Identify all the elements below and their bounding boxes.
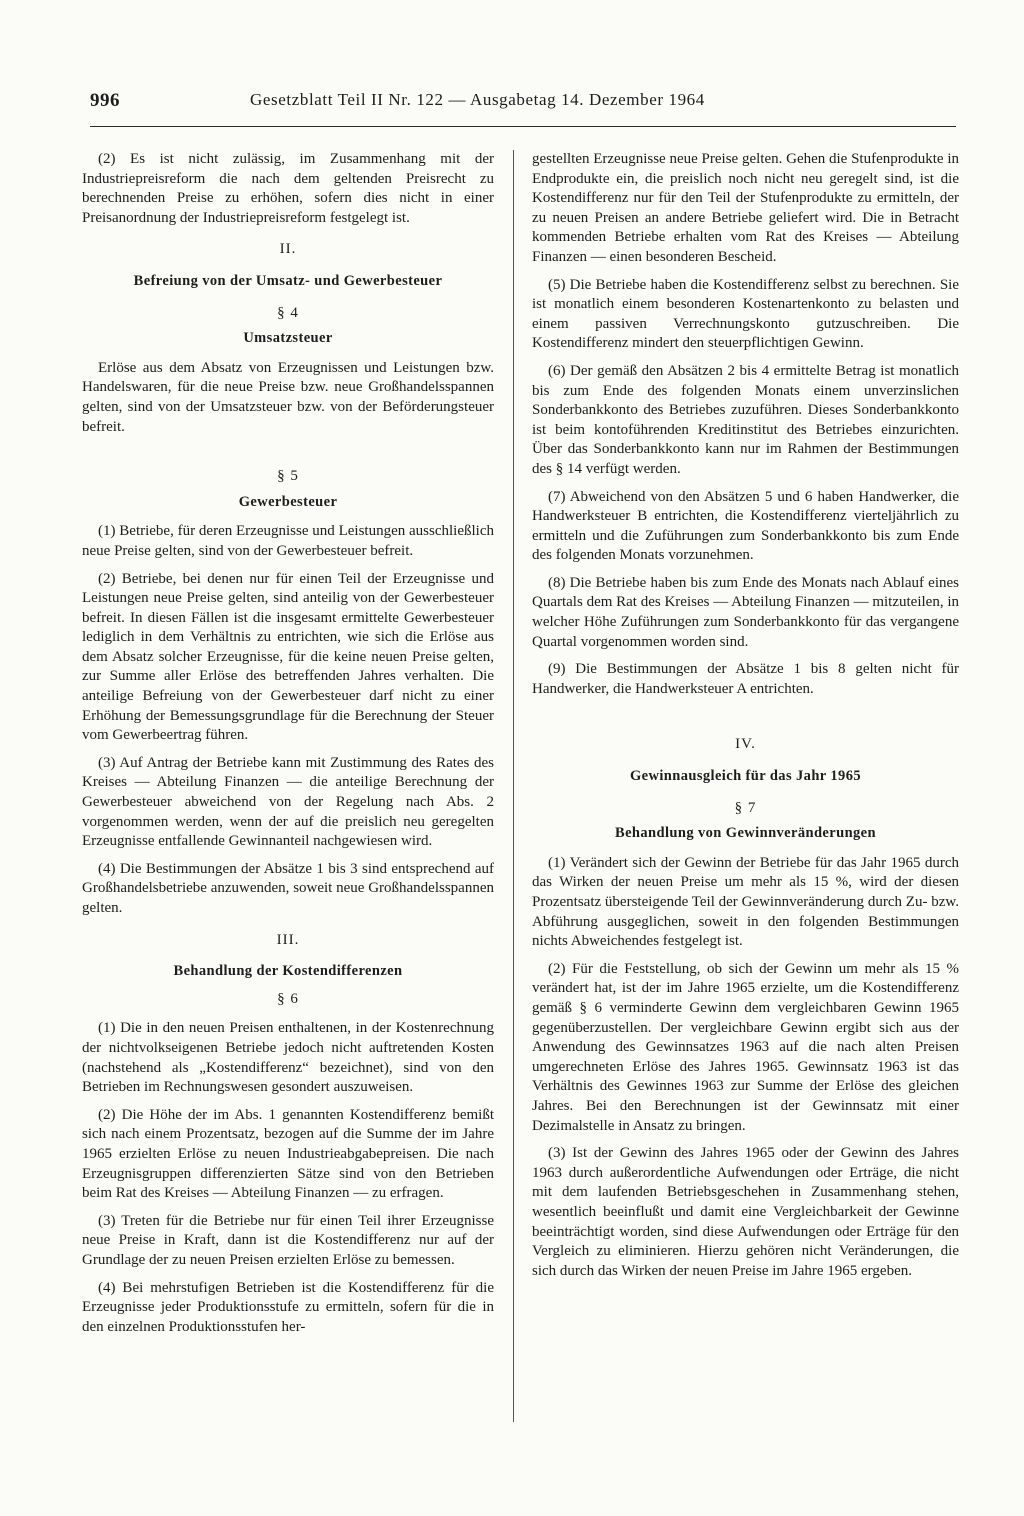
section-7-number: § 7 xyxy=(734,799,757,816)
part-2-title: Befreiung von der Umsatz- und Gewerbesteuer xyxy=(133,272,443,289)
section-7-title: Behandlung von Gewinnveränderungen xyxy=(615,825,876,842)
section-6-paragraph-9: (9) Die Bestimmungen der Absätze 1 bis 8 gelten nicht für Handwerker, die Handwerksteuer A entrichten. xyxy=(532,661,959,697)
section-5-paragraph-3: (3) Auf Antrag der Betriebe kann mit Zustimmung des Rates des Kreises — Abteilung Finanzen — die anteilige Berechnung der Gewerbesteuer abweichend von der Regelung nach Abs. 2 vorgenommen werden, wenn der auf die preislich neu geregelten Erzeugnisse entfallende Gewinnanteil nachgewiesen wird. xyxy=(82,754,494,850)
part-4-title: Gewinnausgleich für das Jahr 1965 xyxy=(629,768,861,785)
section-7-paragraph-3: (3) Ist der Gewinn des Jahres 1965 oder der Gewinn des Jahres 1963 durch außerordentliche Aufwendungen oder Erträge, die nicht mit dem laufenden Betriebsgeschehen in Zusammenhang stehen, wesentlich beeinflußt und damit eine Vergleichbarkeit der Gewinne beeinträchtigt worden, sind diese Aufwendungen oder Erträge für den Vergleich zu eliminieren. Hierzu gehören nicht Veränderungen, die sich durch das Wirken der neuen Preise im Jahre 1965 ergeben. xyxy=(532,1145,959,1279)
section-6-paragraph-3: (3) Treten für die Betriebe nur für einen Teil ihrer Erzeugnisse neue Preise in Kraft, dann ist die Kostendifferenz nur auf der Grundlage der zu neuen Preisen erzielten Erlöse zu bemessen. xyxy=(82,1212,494,1268)
left-column xyxy=(82,150,494,1345)
section-6-paragraph-6: (6) Der gemäß den Absätzen 2 bis 4 ermittelte Betrag ist monatlich bis zum Ende des folgenden Monats einem unverzinslichen Sonderbankkonto des Betriebes zuzuführen. Dieses Sonderbankkonto ist beim kontoführenden Kreditinstitut des Betriebes einzurichten. Über das Sonderbankkonto kann nur im Rahmen der Bestimmungen des § 14 verfügt werden. xyxy=(532,362,959,477)
section-5-paragraph-1: (1) Betriebe, für deren Erzeugnisse und Leistungen ausschließlich neue Preise gelten, sind von der Gewerbesteuer befreit. xyxy=(82,523,494,559)
page-number: 996 xyxy=(90,90,120,111)
section-6-paragraph-8: (8) Die Betriebe haben bis zum Ende des Monats nach Ablauf eines Quartals dem Rat des Kreises — Abteilung Finanzen — mitzuteilen, in welcher Höhe Zuführungen zum Sonderbankkonto für das vergangene Quartal vorgenommen worden sind. xyxy=(532,574,959,650)
section-4-text: Erlöse aus dem Absatz von Erzeugnissen und Leistungen bzw. Handelswaren, für die neue Preise bzw. neue Großhandelsspannen gelten, sind von der Umsatzsteuer bzw. von der Beförderungsteuer befreit. xyxy=(82,359,494,435)
section-5-paragraph-2: (2) Betriebe, bei denen nur für einen Teil der Erzeugnisse und Leistungen neue Preise gelten, sind anteilig von der Gewerbesteuer befreit. In diesen Fällen ist die insgesamt ermittelte Gewerbesteuer lediglich in dem Verhältnis zu entrichten, wie sich die Erlöse aus dem Absatz solcher Erzeugnisse, für die keine neuen Preise gelten, zur Summe aller Erlöse des betreffenden Jahres verhalten. Die anteilige Befreiung von der Gewerbesteuer darf nicht zu einer Erhöhung der Bemessungsgrundlage für die Berechnung der Steuer vom Gewerbeertrag führen. xyxy=(82,570,494,744)
section-5-paragraph-4: (4) Die Bestimmungen der Absätze 1 bis 3 sind entsprechend auf Großhandelsbetriebe anzuwenden, soweit neue Großhandelsspannen gelten. xyxy=(82,860,494,916)
section-6-paragraph-1: (1) Die in den neuen Preisen enthaltenen, in der Kostenrechnung der nichtvolkseigenen Betriebe jedoch nicht auftretenden Kosten (nachstehend als „Kostendifferenz“ bezeichnet), sind von den Betrieben im Rechnungswesen gesondert auszuweisen. xyxy=(82,1020,494,1096)
section-6-paragraph-4: (4) Bei mehrstufigen Betrieben ist die Kostendifferenz für die Erzeugnisse jeder Produktionsstufe zu ermitteln, sofern für die in den einzelnen Produktionsstufen her- xyxy=(82,1279,494,1335)
section-4-title: Umsatzsteuer xyxy=(243,330,333,347)
section-7-paragraph-2: (2) Für die Feststellung, ob sich der Gewinn um mehr als 15 % verändert hat, ist der im Jahre 1965 erzielte, um die Kostendifferenz gemäß § 6 verminderte Gewinn dem vergleichbaren Gewinn 1965 gegenüberzustellen. Der vergleichbare Gewinn ergibt sich aus der Anwendung des Gewinnsatzes 1963 auf die nach alten Preisen umgerechneten Erlöse des Jahres 1965. Gewinnsatz 1963 ist das Verhältnis des Gewinnes 1963 zur Summe der Erlöse des gleichen Jahres. Bei den Berechnungen ist der Gewinnsatz mit einer Dezimalstelle in Ansatz zu bringen. xyxy=(532,960,959,1134)
section-4-number: § 4 xyxy=(277,304,299,321)
section-6-paragraph-4-continued: gestellten Erzeugnisse neue Preise gelten. Gehen die Stufenprodukte in Endprodukte ein, die preislich noch nicht neu geregelt sind, ist die Kostendifferenz nur für den Teil der Stufenprodukte zu ermitteln, der zu neuen Preisen an andere Betriebe geliefert wird. Die in Betracht kommenden Betriebe erhalten vom Rat des Kreises — Abteilung Finanzen — einen besonderen Bescheid. xyxy=(532,151,959,265)
part-3-title: Behandlung der Kostendifferenzen xyxy=(173,963,403,980)
part-3-roman: III. xyxy=(276,931,300,948)
part-4-roman: IV. xyxy=(735,736,756,753)
section-7-paragraph-1: (1) Verändert sich der Gewinn der Betriebe für das Jahr 1965 durch das Wirken der neuen Preise um mehr als 15 %, wird der diesen Prozentsatz übersteigende Teil der Gewinnveränderung durch Zu- bzw. Abführung ausgeglichen, soweit in den folgenden Bestimmungen nichts Abweichendes festgelegt ist. xyxy=(532,854,959,950)
section-6-number: § 6 xyxy=(277,990,299,1007)
section-6-paragraph-7: (7) Abweichend von den Absätzen 5 und 6 haben Handwerker, die Handwerksteuer B entrichten, die Kostendifferenz vierteljährlich zu ermitteln und die Zuführungen zum Sonderbankkonto bis zum Ende des folgenden Monats vorzunehmen. xyxy=(532,488,959,564)
right-column xyxy=(532,150,959,1289)
page-header xyxy=(90,86,956,127)
section-5-number: § 5 xyxy=(277,468,299,485)
running-title: Gesetzblatt Teil II Nr. 122 — Ausgabetag 14. Dezember 1964 xyxy=(250,90,705,109)
section-6-paragraph-5: (5) Die Betriebe haben die Kostendifferenz selbst zu berechnen. Sie ist monatlich einem besonderen Kostenartenkonto zu belasten und einem passiven Verrechnungskonto gutzuschreiben. Die Kostendifferenz mindert den steuerpflichtigen Gewinn. xyxy=(532,276,959,352)
column-divider xyxy=(513,150,514,1422)
part-2-roman: II. xyxy=(279,241,297,258)
paragraph-2-intro: (2) Es ist nicht zulässig, im Zusammenhang mit der Industriepreisreform die nach dem geltenden Preisrecht zu berechnenden Preise zu erhöhen, sofern dies nicht in einer Preisanordnung der Industriepreisreform festgelegt ist. xyxy=(82,151,494,226)
section-5-title: Gewerbesteuer xyxy=(238,493,338,510)
section-6-paragraph-2: (2) Die Höhe der im Abs. 1 genannten Kostendifferenz bemißt sich nach einem Prozentsatz, bezogen auf die Summe der im Jahre 1965 erzielten Erlöse zu neuen Industrieabgabepreisen. Die nach Erzeugnisgruppen differenzierten Sätze sind von den Betrieben beim Rat des Kreises — Abteilung Finanzen — zu erfragen. xyxy=(82,1106,494,1202)
